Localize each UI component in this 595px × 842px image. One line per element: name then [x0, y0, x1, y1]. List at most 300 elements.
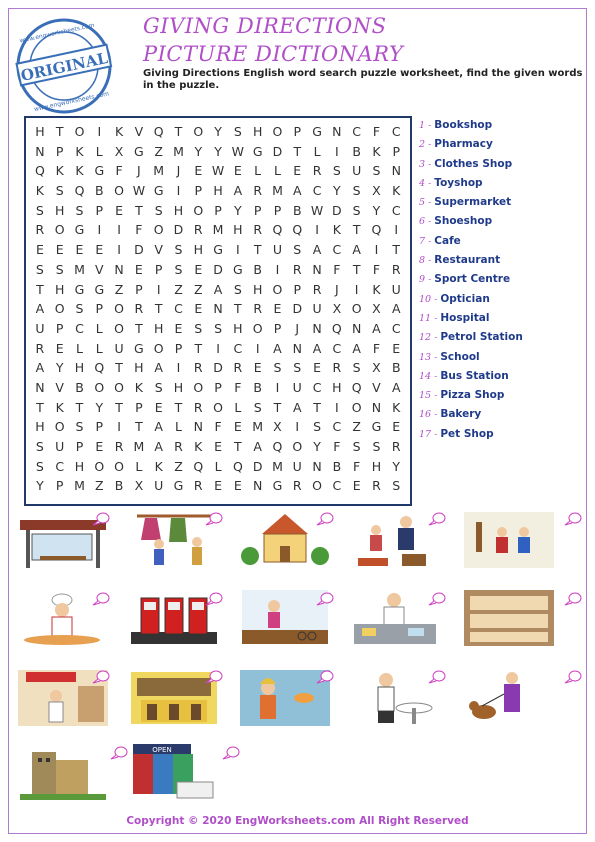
- grid-cell: K: [134, 379, 143, 395]
- grid-cell: K: [55, 163, 64, 179]
- grid-cell: L: [273, 163, 281, 179]
- grid-cell: I: [315, 222, 319, 238]
- grid-cell: K: [35, 183, 44, 199]
- grid-cell: A: [154, 439, 163, 454]
- grid-cell: K: [114, 124, 124, 139]
- grid-cell: F: [333, 439, 341, 454]
- grid-cell: E: [134, 261, 143, 277]
- word-list-item: [419, 174, 589, 193]
- grid-cell: J: [335, 281, 339, 297]
- grid-cell: S: [194, 320, 203, 336]
- grid-cell: O: [351, 399, 362, 415]
- grid-cell: U: [272, 242, 283, 258]
- grid-cell: M: [212, 222, 224, 238]
- grid-cell: U: [114, 340, 124, 356]
- grid-cell: T: [115, 360, 123, 376]
- grid-cell: P: [253, 202, 262, 218]
- grid-cell: R: [332, 360, 342, 376]
- grid-cell: Z: [352, 419, 361, 435]
- grid-cell: I: [295, 419, 300, 435]
- grid-cell: Y: [392, 458, 401, 474]
- grid-cell: M: [133, 439, 145, 454]
- word-list-item: [419, 425, 589, 444]
- grid-cell: Y: [313, 439, 321, 454]
- grid-cell: H: [54, 281, 65, 297]
- grid-cell: F: [372, 340, 381, 356]
- grid-cell: O: [252, 320, 263, 336]
- grid-cell: A: [154, 419, 163, 435]
- grid-cell: S: [253, 399, 262, 415]
- grid-cell: P: [135, 281, 143, 297]
- grid-cell: R: [391, 439, 401, 454]
- grid-cell: R: [253, 301, 262, 317]
- grid-cell: E: [55, 340, 64, 356]
- word-text: Pet Shop: [440, 427, 494, 440]
- grid-cell: A: [253, 439, 262, 454]
- hospital-icon: [16, 744, 110, 804]
- word-list-item: [419, 251, 589, 270]
- grid-cell: T: [273, 399, 282, 415]
- word-list-item: [419, 290, 589, 309]
- grid-cell: S: [352, 202, 361, 218]
- grid-cell: N: [35, 379, 45, 395]
- grid-cell: H: [74, 360, 85, 376]
- grid-cell: S: [75, 301, 84, 317]
- grid-cell: G: [94, 163, 105, 179]
- grid-cell: E: [392, 419, 401, 435]
- grid-cell: Y: [55, 360, 64, 376]
- grid-cell: L: [174, 419, 182, 435]
- word-list-item: [419, 367, 589, 386]
- grid-cell: G: [134, 143, 144, 159]
- grid-cell: G: [233, 261, 243, 277]
- grid-cell: I: [117, 222, 121, 238]
- grid-cell: S: [55, 183, 64, 199]
- word-text: Optician: [440, 292, 490, 305]
- grid-cell: L: [95, 143, 103, 159]
- grid-cell: C: [332, 419, 342, 435]
- grid-cell: S: [352, 183, 361, 199]
- grid-cell: R: [292, 478, 302, 494]
- word-list-item: [419, 348, 589, 367]
- grid-cell: R: [193, 399, 203, 415]
- grid-cell: U: [154, 478, 164, 494]
- word-list-item: [419, 193, 589, 212]
- speech-bubble-icon: [92, 512, 110, 526]
- grid-cell: S: [35, 202, 44, 218]
- grid-cell: X: [372, 360, 381, 376]
- grid-cell: O: [153, 340, 164, 356]
- grid-cell: T: [352, 261, 361, 277]
- grid-cell: T: [135, 419, 143, 435]
- grid-cell: P: [55, 478, 64, 494]
- grid-cell: O: [94, 458, 105, 474]
- grid-cell: R: [312, 163, 322, 179]
- grid-cell: S: [174, 242, 183, 258]
- grid-cell: I: [394, 222, 399, 238]
- grid-cell: J: [137, 163, 141, 179]
- grid-cell: P: [273, 202, 282, 218]
- grid-cell: X: [372, 301, 381, 317]
- grid-cell: I: [275, 379, 280, 395]
- grid-cell: D: [332, 202, 342, 218]
- grid-cell: S: [372, 439, 381, 454]
- speech-bubble-icon: [428, 670, 446, 684]
- grid-cell: A: [35, 301, 45, 317]
- grid-cell: P: [55, 143, 64, 159]
- grid-cell: H: [233, 222, 243, 238]
- grid-cell: O: [213, 399, 223, 415]
- grid-cell: P: [154, 261, 163, 277]
- grid-cell: N: [391, 163, 401, 179]
- grid-cell: M: [173, 143, 184, 159]
- grid-cell: I: [275, 261, 280, 277]
- grid-cell: F: [135, 222, 143, 238]
- grid-cell: R: [193, 360, 203, 376]
- grid-cell: H: [371, 458, 382, 474]
- grid-cell: E: [253, 360, 262, 376]
- grid-cell: C: [332, 478, 342, 494]
- grid-cell: K: [194, 439, 203, 454]
- grid-cell: B: [352, 143, 361, 159]
- grid-cell: N: [332, 124, 342, 139]
- grid-cell: D: [213, 360, 223, 376]
- grid-cell: H: [35, 419, 45, 435]
- grid-cell: C: [312, 379, 322, 395]
- grid-cell: T: [352, 222, 361, 238]
- grid-cell: P: [293, 281, 302, 297]
- grid-cell: K: [75, 143, 84, 159]
- grid-cell: S: [35, 458, 44, 474]
- speech-bubble-icon: [205, 670, 223, 684]
- grid-cell: H: [252, 281, 263, 297]
- grid-cell: H: [74, 458, 85, 474]
- grid-cell: T: [234, 439, 242, 454]
- copyright-footer: Copyright © 2020 EngWorksheets.com All Right Reserved: [126, 815, 469, 827]
- grid-cell: K: [55, 399, 64, 415]
- grid-cell: H: [332, 379, 342, 395]
- grid-cell: Q: [94, 360, 105, 376]
- word-text: Petrol Station: [440, 331, 523, 344]
- word-number: 10 -: [419, 293, 441, 305]
- word-number: 5 -: [419, 197, 435, 209]
- grid-cell: K: [154, 458, 163, 474]
- grid-cell: Y: [95, 399, 104, 415]
- grid-cell: P: [174, 340, 183, 356]
- grid-cell: F: [372, 124, 381, 139]
- grid-cell: O: [351, 301, 362, 317]
- grid-cell: N: [312, 261, 322, 277]
- grid-cell: U: [292, 379, 302, 395]
- grid-cell: N: [35, 143, 45, 159]
- grid-cell: N: [371, 399, 382, 415]
- word-list-item: [419, 386, 589, 405]
- grid-cell: E: [95, 242, 104, 258]
- grid-cell: E: [352, 478, 361, 494]
- grid-cell: X: [372, 183, 381, 199]
- grid-cell: E: [313, 360, 321, 376]
- word-text: Bookshop: [434, 119, 493, 131]
- grid-cell: T: [55, 124, 64, 139]
- grid-cell: Z: [114, 281, 124, 297]
- grid-cell: G: [74, 222, 85, 238]
- word-number: 9 -: [419, 274, 435, 286]
- grid-cell: T: [392, 242, 401, 258]
- grid-cell: B: [114, 478, 124, 494]
- grid-cell: I: [97, 124, 102, 139]
- grid-cell: M: [272, 183, 283, 199]
- grid-cell: S: [293, 242, 302, 258]
- word-text: Restaurant: [434, 254, 501, 267]
- grid-cell: O: [114, 379, 124, 395]
- grid-cell: O: [292, 439, 303, 454]
- grid-cell: R: [391, 261, 401, 277]
- grid-cell: I: [176, 360, 181, 376]
- word-list-item: [419, 405, 589, 424]
- word-number: 7 -: [419, 235, 435, 247]
- grid-cell: R: [35, 222, 45, 238]
- grid-cell: A: [35, 360, 45, 376]
- grid-cell: T: [313, 399, 321, 415]
- svg-text:www.engworksheets.com: www.engworksheets.com: [18, 21, 96, 45]
- grid-cell: G: [272, 478, 283, 494]
- grid-cell: P: [75, 439, 84, 454]
- grid-cell: X: [332, 301, 342, 317]
- speech-bubble-icon: [92, 592, 110, 606]
- grid-cell: G: [371, 419, 382, 435]
- speech-bubble-icon: [316, 670, 334, 684]
- grid-cell: H: [213, 183, 223, 199]
- grid-cell: M: [74, 261, 85, 277]
- grid-cell: O: [153, 222, 164, 238]
- grid-cell: E: [55, 242, 64, 258]
- grid-cell: D: [173, 222, 184, 238]
- grid-cell: Z: [174, 458, 183, 474]
- grid-cell: D: [213, 261, 223, 277]
- grid-cell: H: [35, 124, 45, 139]
- grid-cell: E: [214, 478, 223, 494]
- grid-cell: W: [310, 202, 324, 218]
- grid-cell: G: [153, 183, 164, 199]
- speech-bubble-icon: [316, 512, 334, 526]
- grid-cell: U: [292, 458, 302, 474]
- grid-cell: B: [75, 379, 84, 395]
- grid-cell: R: [372, 478, 381, 494]
- grid-cell: Y: [333, 183, 341, 199]
- grid-cell: R: [253, 222, 262, 238]
- word-search-grid: [24, 116, 412, 506]
- grid-cell: B: [253, 261, 262, 277]
- grid-cell: U: [312, 301, 322, 317]
- word-text: Cafe: [434, 234, 461, 247]
- grid-cell: L: [214, 458, 222, 474]
- grid-cell: A: [213, 281, 223, 297]
- grid-cell: P: [214, 202, 222, 218]
- grid-cell: S: [233, 124, 242, 139]
- grid-cell: O: [114, 301, 124, 317]
- speech-bubble-icon: [428, 592, 446, 606]
- grid-cell: N: [312, 320, 322, 336]
- grid-cell: B: [391, 360, 401, 376]
- grid-cell: P: [95, 202, 104, 218]
- grid-cell: L: [234, 399, 242, 415]
- word-number: 6 -: [419, 216, 435, 228]
- grid-cell: E: [194, 301, 203, 317]
- grid-cell: I: [216, 340, 220, 356]
- grid-cell: D: [292, 301, 303, 317]
- grid-cell: H: [252, 124, 263, 139]
- word-text: Supermarket: [434, 196, 512, 209]
- sport-centre-icon: [462, 510, 556, 570]
- grid-cell: U: [391, 281, 401, 297]
- grid-cell: O: [193, 202, 204, 218]
- grid-cell: Y: [214, 143, 222, 159]
- grid-cell: C: [391, 202, 401, 218]
- grid-cell: Z: [154, 143, 163, 159]
- grid-cell: P: [214, 379, 222, 395]
- grid-cell: O: [54, 222, 65, 238]
- grid-cell: L: [313, 143, 321, 159]
- grid-cell: F: [372, 261, 381, 277]
- grid-cell: H: [153, 320, 164, 336]
- grid-cell: N: [252, 478, 263, 494]
- speech-bubble-icon: [316, 592, 334, 606]
- grid-cell: Z: [193, 281, 203, 297]
- grid-cell: R: [134, 301, 144, 317]
- grid-cell: O: [272, 124, 283, 139]
- speech-bubble-icon: [564, 670, 582, 684]
- grid-cell: R: [193, 478, 203, 494]
- grid-cell: M: [272, 458, 283, 474]
- grid-cell: H: [193, 242, 203, 258]
- grid-cell: A: [352, 242, 361, 258]
- grid-cell: C: [55, 458, 65, 474]
- grid-cell: N: [213, 301, 223, 317]
- grid-cell: O: [54, 419, 65, 435]
- bakery-counter-icon: [462, 588, 556, 648]
- grid-cell: S: [392, 478, 401, 494]
- word-number: 14 -: [419, 370, 441, 382]
- grid-cell: E: [214, 439, 223, 454]
- grid-cell: S: [233, 281, 242, 297]
- grid-cell: R: [292, 261, 302, 277]
- grid-cell: E: [154, 399, 163, 415]
- grid-cell: R: [312, 281, 322, 297]
- grid-cell: I: [335, 399, 339, 415]
- svg-text:www.engworksheets.com: www.engworksheets.com: [33, 90, 110, 114]
- grid-cell: G: [213, 242, 223, 258]
- word-number: 12 -: [419, 332, 441, 344]
- grid-cell: C: [391, 320, 401, 336]
- page-title-line2: PICTURE DICTIONARY: [143, 42, 404, 66]
- grid-cell: A: [391, 301, 401, 317]
- grid-cell: E: [273, 301, 282, 317]
- dog-walker-icon: [462, 668, 556, 728]
- grid-cell: A: [273, 340, 282, 356]
- word-text: Clothes Shop: [434, 157, 513, 170]
- grid-cell: O: [74, 124, 85, 139]
- grid-cell: N: [312, 458, 322, 474]
- grid-cell: T: [234, 301, 242, 317]
- grid-cell: T: [115, 399, 123, 415]
- grid-cell: O: [94, 379, 105, 395]
- grid-cell: S: [154, 202, 163, 218]
- grid-cell: T: [174, 399, 183, 415]
- grid-cell: U: [35, 320, 45, 336]
- grid-cell: C: [391, 124, 401, 139]
- grid-cell: G: [74, 281, 85, 297]
- word-list: [419, 116, 589, 444]
- word-list-item: [419, 155, 589, 174]
- grid-cell: S: [293, 360, 302, 376]
- grid-cell: Q: [272, 439, 283, 454]
- word-number: 1 -: [419, 120, 435, 131]
- word-text: Bus Station: [440, 369, 509, 382]
- grid-cell: D: [134, 242, 144, 258]
- grid-cell: S: [332, 163, 341, 179]
- grid-cell: K: [372, 143, 381, 159]
- word-list-item: [419, 135, 589, 154]
- grid-cell: X: [273, 419, 282, 435]
- grid-cell: E: [194, 163, 203, 179]
- word-text: Sport Centre: [434, 273, 511, 286]
- grid-cell: C: [352, 124, 362, 139]
- grid-cell: R: [114, 439, 124, 454]
- grid-cell: T: [135, 320, 143, 336]
- speech-bubble-icon: [110, 746, 128, 760]
- grid-cell: N: [292, 340, 302, 356]
- grid-cell: D: [252, 458, 263, 474]
- grid-cell: E: [194, 261, 203, 277]
- grid-cell: H: [233, 320, 243, 336]
- grid-cell: Y: [194, 143, 203, 159]
- grid-cell: S: [313, 419, 322, 435]
- grid-cell: T: [154, 301, 163, 317]
- grid-cell: I: [354, 281, 359, 297]
- word-number: 15 -: [419, 390, 441, 402]
- speech-bubble-icon: [564, 512, 582, 526]
- grid-cell: Q: [371, 222, 382, 238]
- word-text: Toyshop: [434, 176, 483, 189]
- grid-cell: K: [392, 183, 401, 199]
- grid-cell: O: [54, 301, 65, 317]
- grid-cell: P: [135, 399, 143, 415]
- grid-cell: P: [55, 320, 64, 336]
- original-stamp-icon: [12, 14, 116, 118]
- word-text: Bakery: [440, 408, 482, 421]
- speech-bubble-icon: [205, 512, 223, 526]
- grid-cell: H: [54, 202, 65, 218]
- grid-cell: M: [153, 163, 165, 179]
- grid-cell: Z: [174, 281, 183, 297]
- grid-cell: Y: [36, 478, 44, 494]
- grid-cell: A: [312, 242, 322, 258]
- grid-cell: Q: [272, 222, 283, 238]
- grid-cell: P: [392, 143, 401, 159]
- grid-cell: F: [234, 379, 242, 395]
- grid-cell: G: [134, 340, 144, 356]
- grid-cell: K: [372, 281, 381, 297]
- grid-cell: I: [117, 419, 121, 435]
- grid-cell: V: [154, 242, 163, 258]
- grid-cell: O: [114, 320, 124, 336]
- grid-cell: S: [75, 419, 84, 435]
- word-list-item: [419, 270, 589, 289]
- grid-cell: E: [95, 439, 104, 454]
- grid-cell: R: [174, 439, 183, 454]
- grid-cell: L: [254, 163, 262, 179]
- word-number: 13 -: [419, 351, 441, 363]
